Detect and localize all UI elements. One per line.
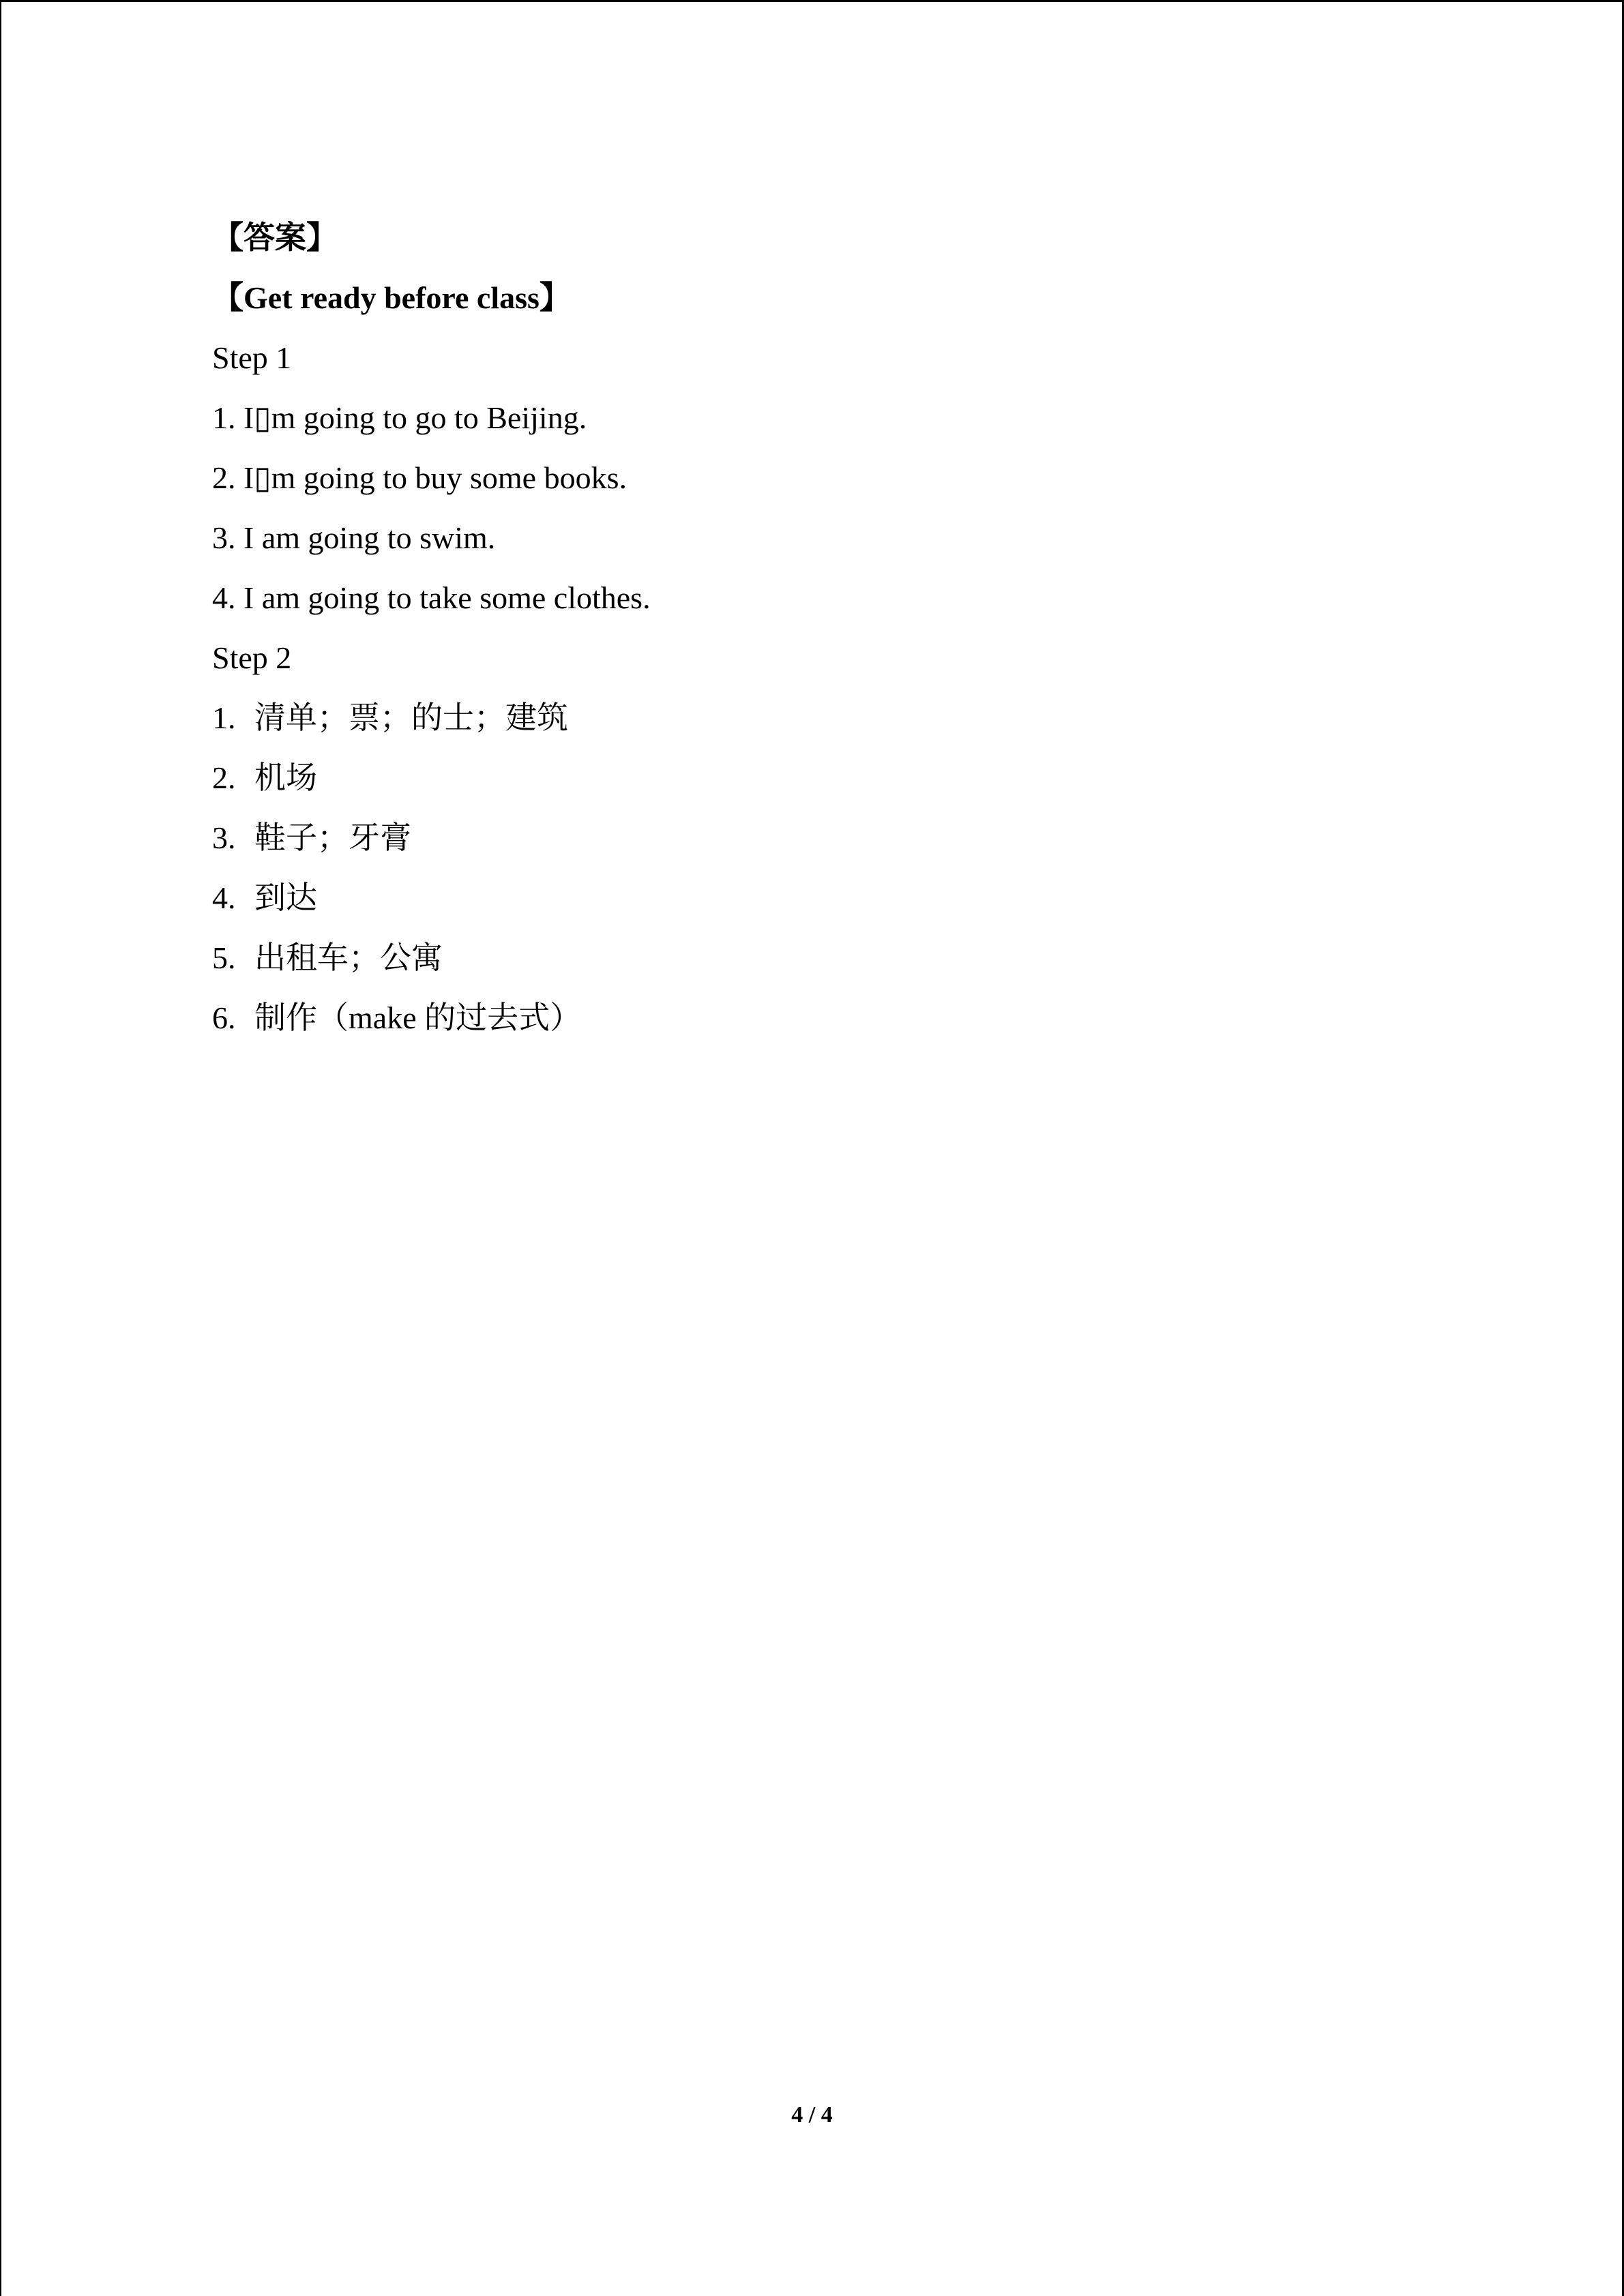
step1-item-2: 2. I▯m going to buy some books. <box>212 460 627 495</box>
step2-item-number: 6. <box>212 1000 236 1035</box>
step1-item-1: 1. I▯m going to go to Beijing. <box>212 400 587 435</box>
step2-item-1 <box>212 688 1508 748</box>
step2-item-text: 鞋子；牙膏 <box>254 820 411 855</box>
section-heading: 【Get ready before class】 <box>212 280 571 315</box>
step2-item-text: 清单；票；的士；建筑 <box>254 700 568 735</box>
step2-item-text: 到达 <box>254 880 317 915</box>
step2-item-number: 2. <box>212 760 236 795</box>
answer-heading: 【答案】 <box>212 220 338 255</box>
document-body <box>212 208 1508 1048</box>
step2-item-2 <box>212 748 1508 808</box>
step2-item-text: 机场 <box>254 760 317 795</box>
step1-item-4: 4. I am going to take some clothes. <box>212 580 651 615</box>
step2-title: Step 2 <box>212 640 292 675</box>
step2-item-number: 1. <box>212 700 236 735</box>
step2-item-4 <box>212 868 1508 928</box>
step2-item-5 <box>212 928 1508 988</box>
step2-item-number: 3. <box>212 820 236 855</box>
page-number: 4 / 4 <box>791 2102 833 2128</box>
step1-item-3: 3. I am going to swim. <box>212 520 496 555</box>
step2-item-6 <box>212 988 1508 1048</box>
step2-item-number: 4. <box>212 880 236 915</box>
step1-title: Step 1 <box>212 340 292 375</box>
step2-list <box>212 688 1508 1048</box>
step2-item-text: 制作（make 的过去式） <box>254 1000 582 1035</box>
step2-item-text: 出租车；公寓 <box>254 940 443 975</box>
step2-item-number: 5. <box>212 940 236 975</box>
step2-item-3 <box>212 808 1508 868</box>
